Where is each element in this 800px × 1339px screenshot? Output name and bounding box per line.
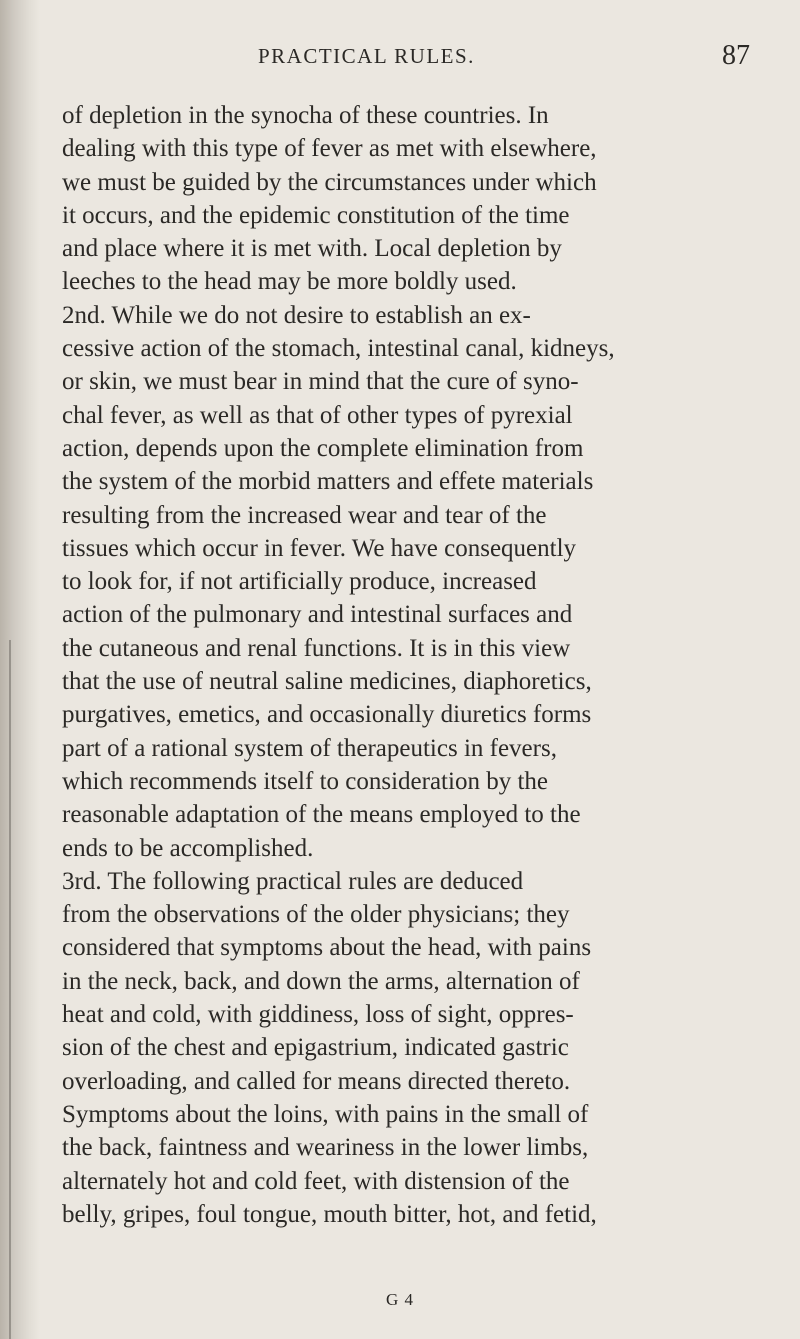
text-line: leeches to the head may be more boldly used.	[62, 268, 517, 296]
text-line: the cutaneous and renal functions. It is in this view	[62, 634, 571, 662]
text-line: from the observations of the older physicians; they	[62, 901, 570, 929]
text-line: sion of the chest and epigastrium, indicated gastric	[62, 1034, 569, 1062]
text-line: considered that symptoms about the head, with pains	[62, 934, 592, 962]
text-line: chal fever, as well as that of other types of pyrexial	[62, 401, 573, 429]
text-line: ends to be accomplished.	[62, 834, 314, 862]
binding-gutter	[0, 0, 40, 1339]
text-line: purgatives, emetics, and occasionally diuretics forms	[62, 701, 592, 729]
text-line: cessive action of the stomach, intestinal canal, kidneys,	[62, 335, 615, 363]
text-line: that the use of neutral saline medicines, diaphoretics,	[62, 668, 592, 696]
signature-mark: G 4	[386, 1290, 415, 1309]
text-line: 2nd. While we do not desire to establish an ex-	[62, 301, 531, 329]
text-line: tissues which occur in fever. We have consequently	[62, 534, 577, 562]
text-line: the back, faintness and weariness in the lower limbs,	[62, 1134, 589, 1162]
text-line: which recommends itself to consideration by the	[62, 767, 548, 795]
text-line: we must be guided by the circumstances under which	[62, 168, 597, 196]
text-line: alternately hot and cold feet, with distension of the	[62, 1167, 570, 1195]
text-line: part of a rational system of therapeutics in fevers,	[62, 734, 557, 762]
body-text	[62, 99, 762, 1231]
text-line: and place where it is met with. Local depletion by	[62, 235, 562, 263]
page-number: 87	[722, 40, 750, 71]
text-line: or skin, we must bear in mind that the cure of syno-	[62, 368, 579, 396]
text-line: in the neck, back, and down the arms, alternation of	[62, 967, 580, 995]
text-line: it occurs, and the epidemic constitution of the time	[62, 201, 570, 229]
text-line: heat and cold, with giddiness, loss of sight, oppres-	[62, 1001, 574, 1029]
gutter-line	[9, 640, 11, 1339]
page-header	[0, 40, 800, 80]
text-line: to look for, if not artificially produce, increased	[62, 568, 537, 596]
text-line: the system of the morbid matters and effete materials	[62, 468, 594, 496]
text-line: action, depends upon the complete elimination from	[62, 434, 584, 462]
running-title: PRACTICAL RULES.	[258, 44, 475, 68]
text-line: belly, gripes, foul tongue, mouth bitter, hot, and fetid,	[62, 1200, 597, 1228]
text-line: resulting from the increased wear and tear of the	[62, 501, 547, 529]
text-line: 3rd. The following practical rules are deduced	[62, 867, 524, 895]
text-line: dealing with this type of fever as met with elsewhere,	[62, 135, 597, 163]
text-line: of depletion in the synocha of these countries. In	[62, 102, 549, 129]
text-line: action of the pulmonary and intestinal surfaces and	[62, 601, 573, 629]
text-line: reasonable adaptation of the means employed to the	[62, 801, 581, 829]
text-line: overloading, and called for means directed thereto.	[62, 1067, 571, 1095]
text-line: Symptoms about the loins, with pains in the small of	[62, 1100, 589, 1128]
